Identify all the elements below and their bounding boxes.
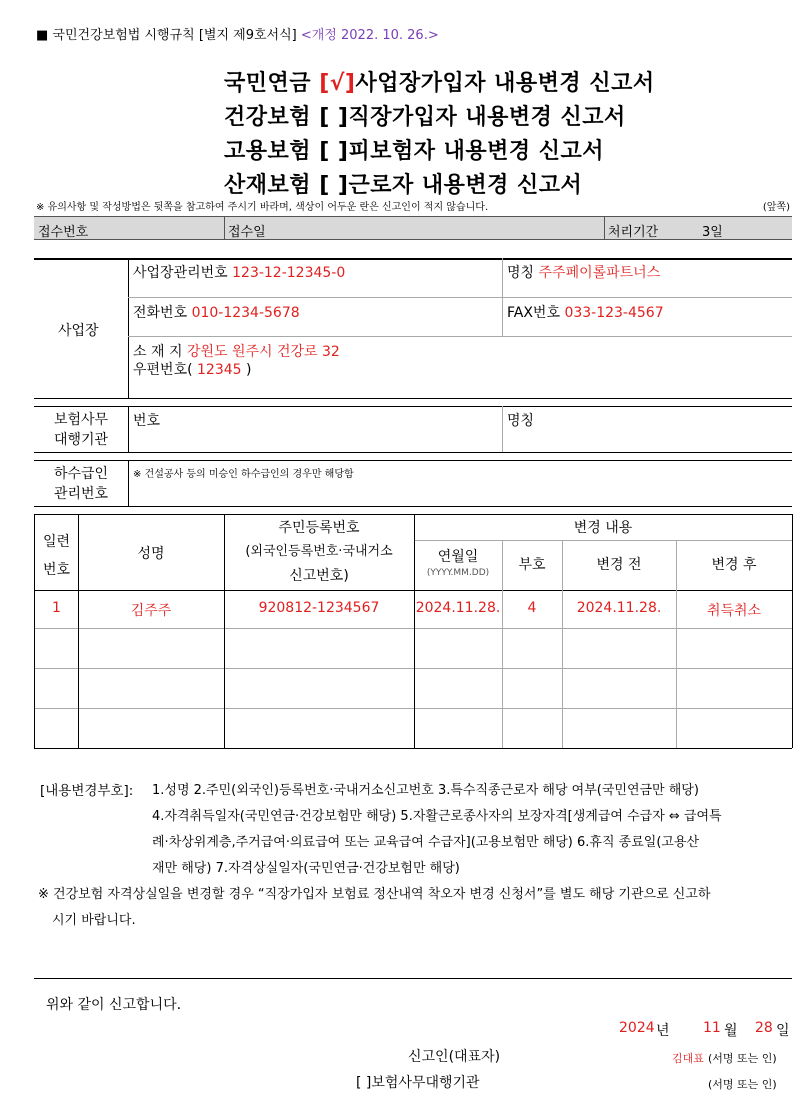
workplace-postal[interactable]: 우편번호( 12345 ) [133,362,252,378]
title-employment: 고용보험 [ ]피보험자 내용변경 신고서 [224,139,605,164]
health-note: ※ 건강보험 자격상실일을 변경할 경우 “직장가입자 보험료 정산내역 착오자 변경 신청서”를 별도 해당 기관으로 신고하 시기 바랍니다. [38,887,711,928]
change-group-header: 변경 내용 [573,520,633,536]
year-unit: 년 [656,1023,670,1039]
processing-period-value: 3일 [702,225,723,240]
title-industrial: 산재보험 [ ]근로자 내용변경 신고서 [224,173,583,198]
health-checkbox[interactable]: [ ] [319,105,349,130]
change-code-legend: 1.성명 2.주민(외국인)등록번호·국내거소신고번호 3.특수직종근로자 해당 여부(국민연금만 해당) 4.자격취득일자(국민연금·건강보험만 해당) 5.자활근로종사자의 보장자격[생계급여 수급자 ⇔ 급여특 례·차상위계층,주거급여·의료급여 또는 교육급여 수급자](고용보험만 해당) 6.휴직 종료일(고용산 재만 해당) 7.자격상실일자(국민연금·건강보험만 해당) [152,783,722,876]
col-name-header: 성명 [137,546,165,562]
declaration-day[interactable]: 28 [755,1020,773,1036]
title-health: 건강보험 [ ]직장가입자 내용변경 신고서 [224,105,626,130]
page-side-label: (앞쪽) [762,202,790,213]
col-seq-header: 일련 번호 [42,534,71,578]
notice-top: ※ 유의사항 및 작성방법은 뒷쪽을 참고하여 주시기 바라며, 색상이 어두운 란은 신고인이 적지 않습니다. [36,202,489,213]
workplace-section-label: 사업장 [58,323,99,339]
declaration-month[interactable]: 11 [703,1020,721,1036]
reporter-name[interactable]: 김대표 [672,1052,704,1065]
revision-date: <개정 2022. 10. 26.> [300,28,439,43]
declaration-year[interactable]: 2024 [619,1020,655,1036]
form-reference: ■ 국민건강보험법 시행규칙 [별지 제9호서식] [36,28,297,43]
col-date-header: 연월일 (YYYY.MM.DD) [426,549,490,578]
row1-code[interactable]: 4 [527,600,537,616]
col-rrn-header: 주민등록번호 (외국인등록번호·국내거소 신고번호) [245,520,393,584]
subcontract-note: ※ 건설공사 등의 미승인 하수급인의 경우만 해당함 [133,469,354,480]
employment-checkbox[interactable]: [ ] [319,139,349,164]
row1-before[interactable]: 2024.11.28. [576,600,662,616]
agency-number-label[interactable]: 번호 [133,413,161,429]
pension-checkbox[interactable]: [√] [319,71,356,96]
receipt-bar [34,216,792,240]
reporter-label: 신고인(대표자) [408,1049,501,1065]
processing-period-label: 처리기간 [608,225,659,240]
reporter-sign-note: (서명 또는 인) [708,1052,777,1065]
col-code-header: 부호 [518,557,546,573]
agency-sign-note: (서명 또는 인) [708,1078,777,1091]
agency-label: 보험사무 대행기관 [53,412,109,448]
workplace-mgmt-no[interactable]: 사업장관리번호 123-12-12345-0 [133,265,346,281]
row1-seq[interactable]: 1 [52,600,61,616]
change-code-legend-label: [내용변경부호]: [40,783,134,799]
row1-rrn[interactable]: 920812-1234567 [258,600,380,616]
month-unit: 월 [724,1023,738,1039]
form-header [36,24,439,43]
workplace-address[interactable]: 소 재 지 강원도 원주시 건강로 32 [133,344,340,360]
col-before-header: 변경 전 [596,557,642,573]
subcontract-label: 하수급인 관리번호 [53,466,109,502]
declaration-statement: 위와 같이 신고합니다. [46,997,182,1013]
receipt-number-label: 접수번호 [38,225,89,240]
industrial-checkbox[interactable]: [ ] [319,173,349,198]
workplace-name[interactable]: 명칭 주주페이롤파트너스 [507,265,661,281]
title-pension: 국민연금 [√]사업장가입자 내용변경 신고서 [224,71,655,96]
workplace-phone[interactable]: 전화번호 010-1234-5678 [133,305,300,321]
agency-sign-label: [ ]보험사무대행기관 [356,1075,480,1091]
workplace-fax[interactable]: FAX번호 033-123-4567 [507,305,664,321]
row1-date[interactable]: 2024.11.28. [415,600,501,616]
day-unit: 일 [776,1023,790,1039]
row1-after[interactable]: 취득취소 [706,603,762,619]
agency-name-label[interactable]: 명칭 [507,413,535,429]
col-after-header: 변경 후 [711,557,757,573]
receipt-date-label: 접수일 [228,225,266,240]
row1-name[interactable]: 김주주 [130,603,172,619]
